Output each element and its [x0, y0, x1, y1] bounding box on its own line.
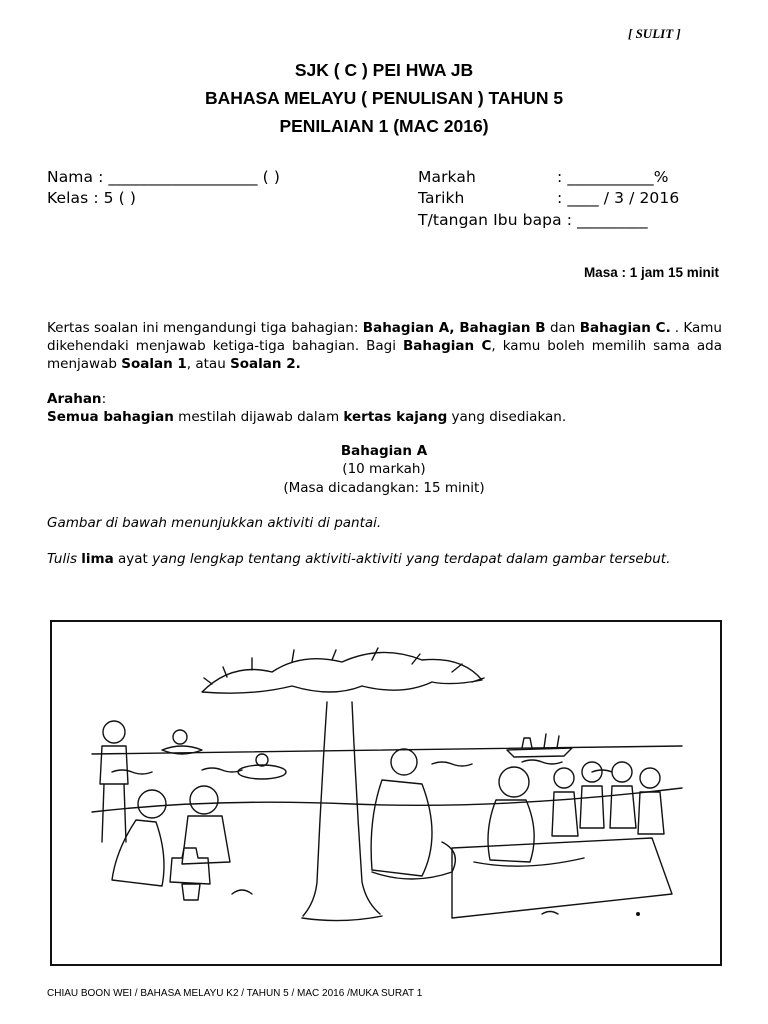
picnic-mat — [452, 838, 672, 918]
tree-roots — [302, 916, 382, 921]
parent-signature-field: T/tangan Ibu bapa : _________ — [418, 211, 648, 229]
task-instruction: Tulis lima ayat yang lengkap tentang aktiviti-aktiviti yang terdapat dalam gambar tersebut. — [47, 551, 671, 567]
page-footer: CHIAU BOON WEI / BAHASA MELAYU K2 / TAHUN 5 / MAC 2016 /MUKA SURAT 1 — [47, 988, 423, 999]
man-binoculars-drawing — [371, 749, 455, 879]
section-time: (Masa dicadangkan: 15 minit) — [283, 480, 485, 496]
section-title: Bahagian A — [340, 443, 428, 459]
section-marks: (10 markah) — [342, 461, 426, 477]
bucket — [182, 884, 200, 900]
picture-description: Gambar di bawah menunjukkan aktiviti di pantai. — [47, 515, 382, 531]
markah-label: Markah — [418, 168, 476, 186]
school-title: SJK ( C ) PEI HWA JB — [294, 60, 474, 80]
nama-field: Nama : ___________________ ( ) — [47, 168, 280, 186]
intro-paragraph: Kertas soalan ini mengandungi tiga bahagian: Bahagian A, Bahagian B dan Bahagian C. . Kamu dikehendaki menjawab ketiga-tiga bahagian. Bagi Bahagian C, kamu boleh memilih sama ada menjawab Soalan 1, atau Soalan 2. — [47, 320, 722, 372]
swimmer-drawings — [162, 730, 286, 779]
beach-picture-frame — [50, 620, 722, 966]
standing-child-drawing — [100, 721, 128, 842]
shoreline — [92, 788, 682, 812]
duration-label: Masa : 1 jam 15 minit — [583, 265, 719, 280]
tree-trunk — [303, 702, 380, 916]
sand-objects — [232, 890, 558, 914]
sand-dot — [636, 912, 640, 916]
beach-scene-illustration — [52, 622, 720, 964]
subject-title: BAHASA MELAYU ( PENULISAN ) TAHUN 5 — [204, 88, 564, 108]
woman-sitting-drawing — [452, 767, 672, 918]
tree-canopy — [202, 648, 484, 693]
sea-waves — [112, 760, 612, 774]
markah-value: : ___________% — [557, 168, 669, 186]
tarikh-value: : ____ / 3 / 2016 — [557, 189, 680, 207]
sulit-label: [ SULIT ] — [628, 26, 681, 41]
arahan-block: Arahan: Semua bahagian mestilah dijawab dalam kertas kajang yang disediakan. — [47, 391, 567, 425]
assessment-title: PENILAIAN 1 (MAC 2016) — [279, 116, 489, 136]
kelas-field: Kelas : 5 ( ) — [47, 189, 136, 207]
ship-drawing — [507, 734, 572, 757]
horizon-line — [92, 746, 682, 754]
sandcastle — [170, 848, 210, 884]
tarikh-label: Tarikh — [418, 189, 465, 207]
